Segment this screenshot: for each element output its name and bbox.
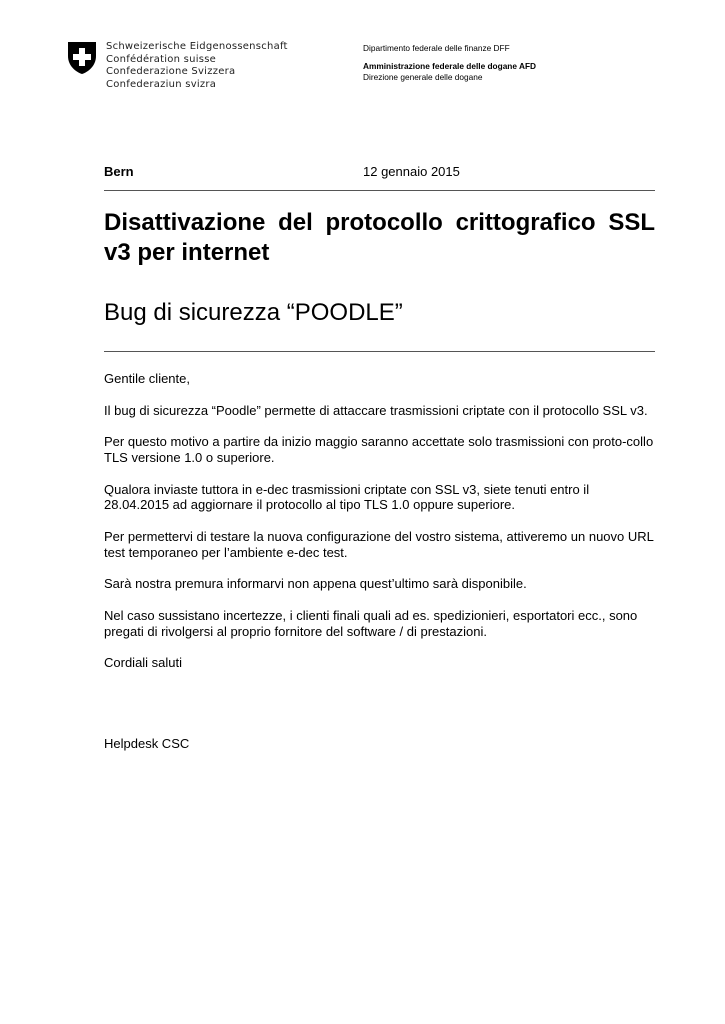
swiss-cross-shield-icon	[66, 40, 98, 76]
date: 12 gennaio 2015	[363, 164, 460, 179]
federal-name-de: Schweizerische Eidgenossenschaft	[106, 41, 288, 52]
federal-name-rm: Confederaziun svizra	[106, 78, 217, 90]
paragraph: Qualora inviaste tuttora in e-dec trasmissioni criptate con SSL v3, siete tenuti entro il 28.04.2015 ad aggiornare il protocollo al tipo TLS 1.0 oppure superiore.	[104, 481, 590, 513]
page-subtitle: Bug di sicurezza “POODLE”	[104, 299, 403, 326]
federal-names	[106, 41, 288, 91]
page-title: Disattivazione del protocollo crittografico SSL v3 per internet	[104, 209, 655, 266]
paragraph: Per permettervi di testare la nuova configurazione del vostro sistema, attiveremo un nuovo URL test temporaneo per l’ambiente e-dec test.	[104, 528, 654, 560]
paragraph: Nel caso sussistano incertezze, i clienti finali quali ad es. spedizionieri, esportatori ecc., sono pregati di rivolgersi al proprio fornitore del software / di prestazioni.	[104, 607, 638, 639]
divider-top	[104, 190, 655, 191]
department-name: Dipartimento federale delle finanze DFF	[363, 43, 510, 53]
paragraph: Cordiali saluti	[104, 655, 183, 671]
paragraph: Gentile cliente,	[104, 371, 190, 386]
administration-name: Amministrazione federale delle dogane AFD	[363, 61, 537, 71]
paragraph: Il bug di sicurezza “Poodle” permette di attaccare trasmissioni criptate con il protocollo SSL v3.	[104, 402, 648, 418]
department-block	[363, 43, 536, 83]
place: Bern	[104, 164, 134, 179]
signature: Helpdesk CSC	[104, 736, 190, 751]
letter-body	[104, 371, 655, 687]
federal-name-fr: Confédération suisse	[106, 53, 217, 65]
paragraph: Sarà nostra premura informarvi non appena quest’ultimo sarà disponibile.	[104, 576, 527, 592]
paragraph: Per questo motivo a partire da inizio maggio saranno accettate solo trasmissioni con proto-collo TLS versione 1.0 o superiore.	[104, 434, 654, 465]
federal-name-it: Confederazione Svizzera	[106, 66, 236, 77]
divider-bottom	[104, 351, 655, 352]
directorate-name: Direzione generale delle dogane	[363, 72, 483, 82]
